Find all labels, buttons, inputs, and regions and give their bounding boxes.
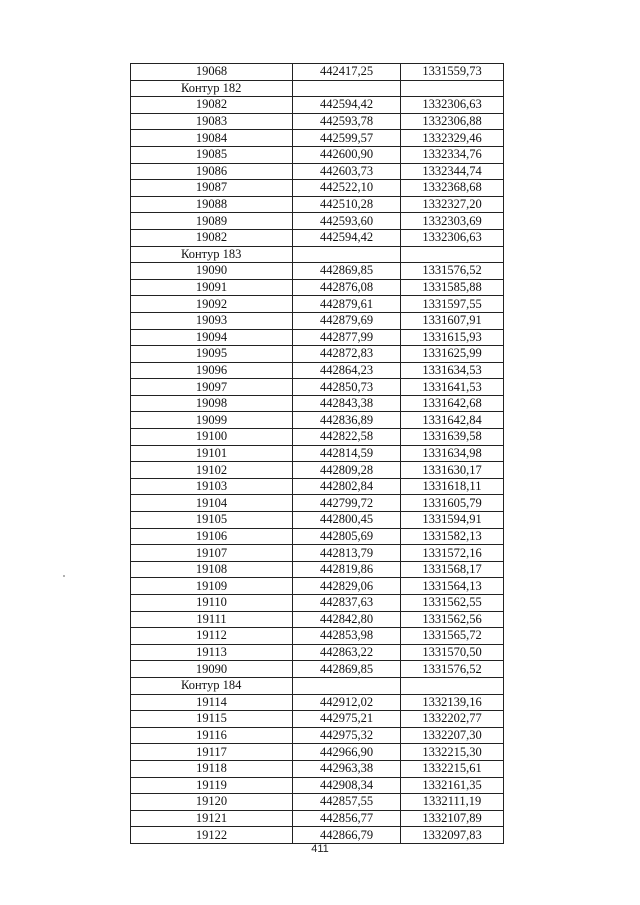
table-row	[131, 362, 504, 379]
point-id-cell: 19068	[131, 64, 293, 81]
point-id-cell: 19113	[131, 644, 293, 661]
table-row	[131, 777, 504, 794]
page-number: 411	[311, 843, 329, 855]
point-id-cell: 19103	[131, 478, 293, 495]
x-coordinate-cell: 442966,90	[293, 744, 401, 761]
contour-label: Контур 183	[131, 246, 293, 263]
x-coordinate-cell: 442593,60	[293, 213, 401, 230]
point-id-cell: 19114	[131, 694, 293, 711]
point-id-cell: 19120	[131, 794, 293, 811]
y-coordinate-cell: 1332329,46	[401, 130, 504, 147]
table-row	[131, 329, 504, 346]
x-coordinate-cell: 442975,32	[293, 727, 401, 744]
y-coordinate-cell: 1332306,63	[401, 229, 504, 246]
point-id-cell: 19082	[131, 97, 293, 114]
point-id-cell: 19104	[131, 495, 293, 512]
x-coordinate-cell: 442876,08	[293, 279, 401, 296]
table-row	[131, 810, 504, 827]
empty-cell	[401, 246, 504, 263]
contour-header-row	[131, 80, 504, 97]
x-coordinate-cell: 442843,38	[293, 395, 401, 412]
table-row	[131, 163, 504, 180]
point-id-cell: 19112	[131, 628, 293, 645]
point-id-cell: 19118	[131, 760, 293, 777]
x-coordinate-cell: 442802,84	[293, 478, 401, 495]
x-coordinate-cell: 442879,69	[293, 312, 401, 329]
y-coordinate-cell: 1332368,68	[401, 180, 504, 197]
x-coordinate-cell: 442836,89	[293, 412, 401, 429]
y-coordinate-cell: 1331572,16	[401, 545, 504, 562]
y-coordinate-cell: 1331642,84	[401, 412, 504, 429]
x-coordinate-cell: 442975,21	[293, 711, 401, 728]
x-coordinate-cell: 442809,28	[293, 462, 401, 479]
y-coordinate-cell: 1331568,17	[401, 561, 504, 578]
table-row	[131, 64, 504, 81]
x-coordinate-cell: 442522,10	[293, 180, 401, 197]
contour-header-row	[131, 677, 504, 694]
y-coordinate-cell: 1331559,73	[401, 64, 504, 81]
x-coordinate-cell: 442879,61	[293, 296, 401, 313]
table-row	[131, 113, 504, 130]
y-coordinate-cell: 1331630,17	[401, 462, 504, 479]
point-id-cell: 19100	[131, 429, 293, 446]
table-row	[131, 130, 504, 147]
point-id-cell: 19115	[131, 711, 293, 728]
x-coordinate-cell: 442842,80	[293, 611, 401, 628]
x-coordinate-cell: 442869,85	[293, 263, 401, 280]
table-row	[131, 180, 504, 197]
table-row	[131, 727, 504, 744]
y-coordinate-cell: 1331605,79	[401, 495, 504, 512]
x-coordinate-cell: 442599,57	[293, 130, 401, 147]
x-coordinate-cell: 442829,06	[293, 578, 401, 595]
x-coordinate-cell: 442417,25	[293, 64, 401, 81]
point-id-cell: 19083	[131, 113, 293, 130]
y-coordinate-cell: 1332111,19	[401, 794, 504, 811]
table-row	[131, 279, 504, 296]
point-id-cell: 19089	[131, 213, 293, 230]
y-coordinate-cell: 1332215,30	[401, 744, 504, 761]
y-coordinate-cell: 1331642,68	[401, 395, 504, 412]
table-row	[131, 213, 504, 230]
y-coordinate-cell: 1331597,55	[401, 296, 504, 313]
y-coordinate-cell: 1331618,11	[401, 478, 504, 495]
empty-cell	[293, 80, 401, 97]
x-coordinate-cell: 442799,72	[293, 495, 401, 512]
point-id-cell: 19087	[131, 180, 293, 197]
y-coordinate-cell: 1331594,91	[401, 512, 504, 529]
y-coordinate-cell: 1332207,30	[401, 727, 504, 744]
table-row	[131, 346, 504, 363]
table-row	[131, 628, 504, 645]
point-id-cell: 19109	[131, 578, 293, 595]
y-coordinate-cell: 1332202,77	[401, 711, 504, 728]
x-coordinate-cell: 442510,28	[293, 196, 401, 213]
point-id-cell: 19107	[131, 545, 293, 562]
y-coordinate-cell: 1331576,52	[401, 263, 504, 280]
table-row	[131, 595, 504, 612]
point-id-cell: 19090	[131, 661, 293, 678]
y-coordinate-cell: 1331634,98	[401, 445, 504, 462]
table-row	[131, 229, 504, 246]
y-coordinate-cell: 1332334,76	[401, 146, 504, 163]
y-coordinate-cell: 1331639,58	[401, 429, 504, 446]
y-coordinate-cell: 1331625,99	[401, 346, 504, 363]
x-coordinate-cell: 442600,90	[293, 146, 401, 163]
point-id-cell: 19094	[131, 329, 293, 346]
scan-speck	[63, 575, 65, 577]
point-id-cell: 19121	[131, 810, 293, 827]
x-coordinate-cell: 442850,73	[293, 379, 401, 396]
table-row	[131, 395, 504, 412]
y-coordinate-cell: 1331562,56	[401, 611, 504, 628]
y-coordinate-cell: 1332344,74	[401, 163, 504, 180]
x-coordinate-cell: 442822,58	[293, 429, 401, 446]
x-coordinate-cell: 442593,78	[293, 113, 401, 130]
table-row	[131, 445, 504, 462]
x-coordinate-cell: 442594,42	[293, 97, 401, 114]
point-id-cell: 19116	[131, 727, 293, 744]
y-coordinate-cell: 1331634,53	[401, 362, 504, 379]
point-id-cell: 19095	[131, 346, 293, 363]
x-coordinate-cell: 442872,83	[293, 346, 401, 363]
table-row	[131, 661, 504, 678]
point-id-cell: 19090	[131, 263, 293, 280]
table-row	[131, 495, 504, 512]
point-id-cell: 19097	[131, 379, 293, 396]
point-id-cell: 19084	[131, 130, 293, 147]
y-coordinate-cell: 1332303,69	[401, 213, 504, 230]
x-coordinate-cell: 442877,99	[293, 329, 401, 346]
point-id-cell: 19082	[131, 229, 293, 246]
x-coordinate-cell: 442863,22	[293, 644, 401, 661]
y-coordinate-cell: 1331570,50	[401, 644, 504, 661]
point-id-cell: 19105	[131, 512, 293, 529]
x-coordinate-cell: 442837,63	[293, 595, 401, 612]
y-coordinate-cell: 1332306,88	[401, 113, 504, 130]
y-coordinate-cell: 1332327,20	[401, 196, 504, 213]
table-row	[131, 760, 504, 777]
y-coordinate-cell: 1331562,55	[401, 595, 504, 612]
y-coordinate-cell: 1331564,13	[401, 578, 504, 595]
point-id-cell: 19110	[131, 595, 293, 612]
table-row	[131, 512, 504, 529]
table-row	[131, 528, 504, 545]
y-coordinate-cell: 1332139,16	[401, 694, 504, 711]
x-coordinate-cell: 442857,55	[293, 794, 401, 811]
empty-cell	[401, 677, 504, 694]
y-coordinate-cell: 1332161,35	[401, 777, 504, 794]
table-row	[131, 146, 504, 163]
point-id-cell: 19091	[131, 279, 293, 296]
y-coordinate-cell: 1331607,91	[401, 312, 504, 329]
x-coordinate-cell: 442908,34	[293, 777, 401, 794]
x-coordinate-cell: 442856,77	[293, 810, 401, 827]
point-id-cell: 19111	[131, 611, 293, 628]
contour-header-row	[131, 246, 504, 263]
x-coordinate-cell: 442864,23	[293, 362, 401, 379]
x-coordinate-cell: 442866,79	[293, 827, 401, 844]
point-id-cell: 19101	[131, 445, 293, 462]
point-id-cell: 19093	[131, 312, 293, 329]
x-coordinate-cell: 442805,69	[293, 528, 401, 545]
point-id-cell: 19119	[131, 777, 293, 794]
point-id-cell: 19108	[131, 561, 293, 578]
y-coordinate-cell: 1331641,53	[401, 379, 504, 396]
point-id-cell: 19085	[131, 146, 293, 163]
x-coordinate-cell: 442800,45	[293, 512, 401, 529]
y-coordinate-cell: 1331565,72	[401, 628, 504, 645]
point-id-cell: 19099	[131, 412, 293, 429]
x-coordinate-cell: 442603,73	[293, 163, 401, 180]
point-id-cell: 19092	[131, 296, 293, 313]
y-coordinate-cell: 1332107,89	[401, 810, 504, 827]
table-row	[131, 744, 504, 761]
empty-cell	[401, 80, 504, 97]
table-row	[131, 794, 504, 811]
x-coordinate-cell: 442814,59	[293, 445, 401, 462]
table-row	[131, 312, 504, 329]
x-coordinate-cell: 442869,85	[293, 661, 401, 678]
table-row	[131, 827, 504, 844]
table-row	[131, 412, 504, 429]
y-coordinate-cell: 1332306,63	[401, 97, 504, 114]
point-id-cell: 19122	[131, 827, 293, 844]
point-id-cell: 19098	[131, 395, 293, 412]
y-coordinate-cell: 1331615,93	[401, 329, 504, 346]
table-row	[131, 711, 504, 728]
point-id-cell: 19117	[131, 744, 293, 761]
table-row	[131, 694, 504, 711]
table-row	[131, 196, 504, 213]
x-coordinate-cell: 442912,02	[293, 694, 401, 711]
x-coordinate-cell: 442963,38	[293, 760, 401, 777]
y-coordinate-cell: 1332215,61	[401, 760, 504, 777]
y-coordinate-cell: 1331585,88	[401, 279, 504, 296]
y-coordinate-cell: 1331582,13	[401, 528, 504, 545]
point-id-cell: 19102	[131, 462, 293, 479]
x-coordinate-cell: 442813,79	[293, 545, 401, 562]
point-id-cell: 19088	[131, 196, 293, 213]
y-coordinate-cell: 1331576,52	[401, 661, 504, 678]
x-coordinate-cell: 442853,98	[293, 628, 401, 645]
table-row	[131, 97, 504, 114]
table-row	[131, 545, 504, 562]
empty-cell	[293, 677, 401, 694]
point-id-cell: 19086	[131, 163, 293, 180]
empty-cell	[293, 246, 401, 263]
table-row	[131, 611, 504, 628]
table-row	[131, 379, 504, 396]
table-row	[131, 561, 504, 578]
coordinates-table-body	[131, 64, 504, 844]
table-row	[131, 478, 504, 495]
point-id-cell: 19096	[131, 362, 293, 379]
point-id-cell: 19106	[131, 528, 293, 545]
table-row	[131, 462, 504, 479]
table-row	[131, 578, 504, 595]
x-coordinate-cell: 442819,86	[293, 561, 401, 578]
x-coordinate-cell: 442594,42	[293, 229, 401, 246]
table-row	[131, 429, 504, 446]
contour-label: Контур 182	[131, 80, 293, 97]
table-row	[131, 263, 504, 280]
contour-label: Контур 184	[131, 677, 293, 694]
coordinates-table	[130, 63, 504, 844]
y-coordinate-cell: 1332097,83	[401, 827, 504, 844]
table-row	[131, 296, 504, 313]
table-row	[131, 644, 504, 661]
